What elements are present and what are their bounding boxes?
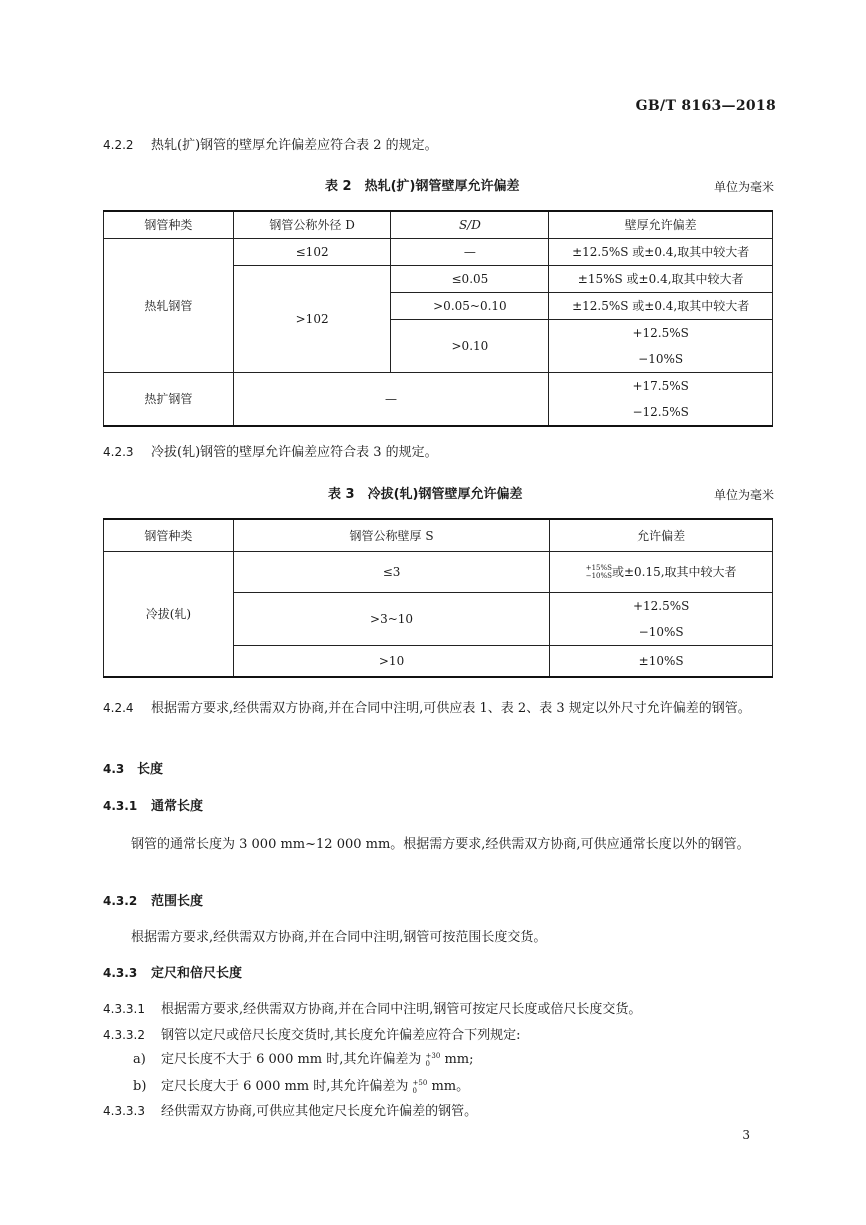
tolerance-upper: +15%S xyxy=(585,564,612,573)
clause-4-3-3-1 xyxy=(103,1000,641,1019)
table-cell: ±12.5%S 或±0.4,取其中较大者 xyxy=(549,292,773,319)
tolerance-lower: −12.5%S xyxy=(632,404,689,419)
table-cell: ±15%S 或±0.4,取其中较大者 xyxy=(549,265,773,292)
section-title: 范围长度 xyxy=(151,894,204,909)
tolerance-lower: −10%S xyxy=(638,624,684,639)
table-2 xyxy=(103,210,773,427)
list-item-b xyxy=(133,1078,469,1096)
list-unit: mm; xyxy=(444,1052,474,1067)
page-number: 3 xyxy=(742,1128,750,1142)
table-3 xyxy=(103,518,773,678)
table-cell: ≤102 xyxy=(233,238,391,265)
standard-code-header: GB/T 8163—2018 xyxy=(635,98,776,114)
table-cell: 热轧钢管 xyxy=(104,238,234,372)
clause-text: 热轧(扩)钢管的壁厚允许偏差应符合表 2 的规定。 xyxy=(151,138,438,153)
clause-4-2-4 xyxy=(103,696,775,721)
table-cell xyxy=(549,372,773,426)
table-cell: ±12.5%S 或±0.4,取其中较大者 xyxy=(549,238,773,265)
table-header: 钢管种类 xyxy=(104,519,234,551)
table-header: 允许偏差 xyxy=(550,519,773,551)
table-cell: ≤3 xyxy=(233,551,550,592)
clause-number: 4.3.3.1 xyxy=(103,1002,145,1016)
list-text: 定尺长度不大于 6 000 mm 时,其允许偏差为 xyxy=(161,1052,422,1067)
section-number: 4.3 xyxy=(103,762,125,776)
tolerance-stack xyxy=(413,1079,428,1095)
paragraph-4-3-1: 钢管的通常长度为 3 000 mm~12 000 mm。根据需方要求,经供需双方协商,可供应通常长度以外的钢管。 xyxy=(131,837,750,852)
tolerance-lower: 0 xyxy=(412,1086,418,1095)
clause-number: 4.2.3 xyxy=(103,445,134,459)
section-4-3-2 xyxy=(103,892,203,911)
clause-4-3-3-2 xyxy=(103,1026,521,1045)
table-cell: ±10%S xyxy=(550,645,773,677)
table-cell: >0.05~0.10 xyxy=(391,292,549,319)
tolerance-upper: +12.5%S xyxy=(632,325,689,340)
table-3-caption: 表 3 冷拔(轧)钢管壁厚允许偏差 xyxy=(328,487,523,502)
tolerance-upper: +12.5%S xyxy=(632,598,690,613)
section-number: 4.3.2 xyxy=(103,894,138,908)
table-cell xyxy=(550,551,773,592)
paragraph-4-3-2: 根据需方要求,经供需双方协商,并在合同中注明,钢管可按范围长度交货。 xyxy=(131,930,547,945)
tolerance-stack xyxy=(426,1052,441,1068)
tolerance-upper: +17.5%S xyxy=(632,378,689,393)
tolerance-lower: −10%S xyxy=(585,572,612,581)
list-unit: mm。 xyxy=(431,1079,470,1094)
section-title: 长度 xyxy=(137,762,164,777)
table-cell: 热扩钢管 xyxy=(104,372,234,426)
clause-text: 钢管以定尺或倍尺长度交货时,其长度允许偏差应符合下列规定: xyxy=(161,1028,521,1043)
table-cell: >102 xyxy=(233,265,391,372)
tolerance-lower: 0 xyxy=(425,1059,431,1068)
table-cell: >0.10 xyxy=(391,319,549,372)
clause-number: 4.2.2 xyxy=(103,138,134,152)
clause-text: 根据需方要求,经供需双方协商,并在合同中注明,可供应表 1、表 2、表 3 规定以外尺寸允许偏差的钢管。 xyxy=(151,701,751,716)
table-header: 壁厚允许偏差 xyxy=(549,211,773,238)
table-cell: — xyxy=(391,238,549,265)
tolerance-upper: +30 xyxy=(425,1051,441,1060)
clause-4-2-3 xyxy=(103,443,438,462)
section-number: 4.3.1 xyxy=(103,799,138,813)
clause-number: 4.2.4 xyxy=(103,701,134,715)
section-number: 4.3.3 xyxy=(103,966,138,980)
table-2-caption: 表 2 热轧(扩)钢管壁厚允许偏差 xyxy=(325,179,520,194)
table-header: 钢管公称外径 D xyxy=(233,211,391,238)
table-cell: ≤0.05 xyxy=(391,265,549,292)
table-cell: 冷拔(轧) xyxy=(104,551,234,677)
table-cell: >10 xyxy=(233,645,550,677)
tolerance-stack xyxy=(586,564,612,580)
table-header: 钢管种类 xyxy=(104,211,234,238)
section-4-3-3 xyxy=(103,964,242,983)
table-2-unit: 单位为毫米 xyxy=(713,180,774,194)
table-header: S/D xyxy=(391,211,549,238)
table-cell xyxy=(550,592,773,645)
section-4-3 xyxy=(103,760,163,779)
clause-number: 4.3.3.2 xyxy=(103,1028,145,1042)
table-header: 钢管公称壁厚 S xyxy=(233,519,550,551)
table-cell: >3~10 xyxy=(233,592,550,645)
clause-4-3-3-3 xyxy=(103,1102,477,1121)
table-3-unit: 单位为毫米 xyxy=(713,488,774,502)
clause-text: 冷拔(轧)钢管的壁厚允许偏差应符合表 3 的规定。 xyxy=(151,445,438,460)
section-title: 通常长度 xyxy=(151,799,204,814)
clause-4-2-2 xyxy=(103,136,438,155)
section-title: 定尺和倍尺长度 xyxy=(151,966,243,981)
list-item-a xyxy=(133,1051,474,1069)
clause-text: 根据需方要求,经供需双方协商,并在合同中注明,钢管可按定尺长度或倍尺长度交货。 xyxy=(161,1002,642,1017)
tolerance-upper: +50 xyxy=(412,1078,428,1087)
list-label: b) xyxy=(133,1079,147,1094)
table-cell xyxy=(549,319,773,372)
section-4-3-1 xyxy=(103,797,203,816)
tolerance-rest: 或±0.15,取其中较大者 xyxy=(611,564,737,579)
tolerance-lower: −10%S xyxy=(638,351,684,366)
table-cell: — xyxy=(233,372,549,426)
clause-number: 4.3.3.3 xyxy=(103,1104,145,1118)
clause-text: 经供需双方协商,可供应其他定尺长度允许偏差的钢管。 xyxy=(161,1104,478,1119)
list-text: 定尺长度大于 6 000 mm 时,其允许偏差为 xyxy=(161,1079,409,1094)
list-label: a) xyxy=(133,1052,146,1067)
